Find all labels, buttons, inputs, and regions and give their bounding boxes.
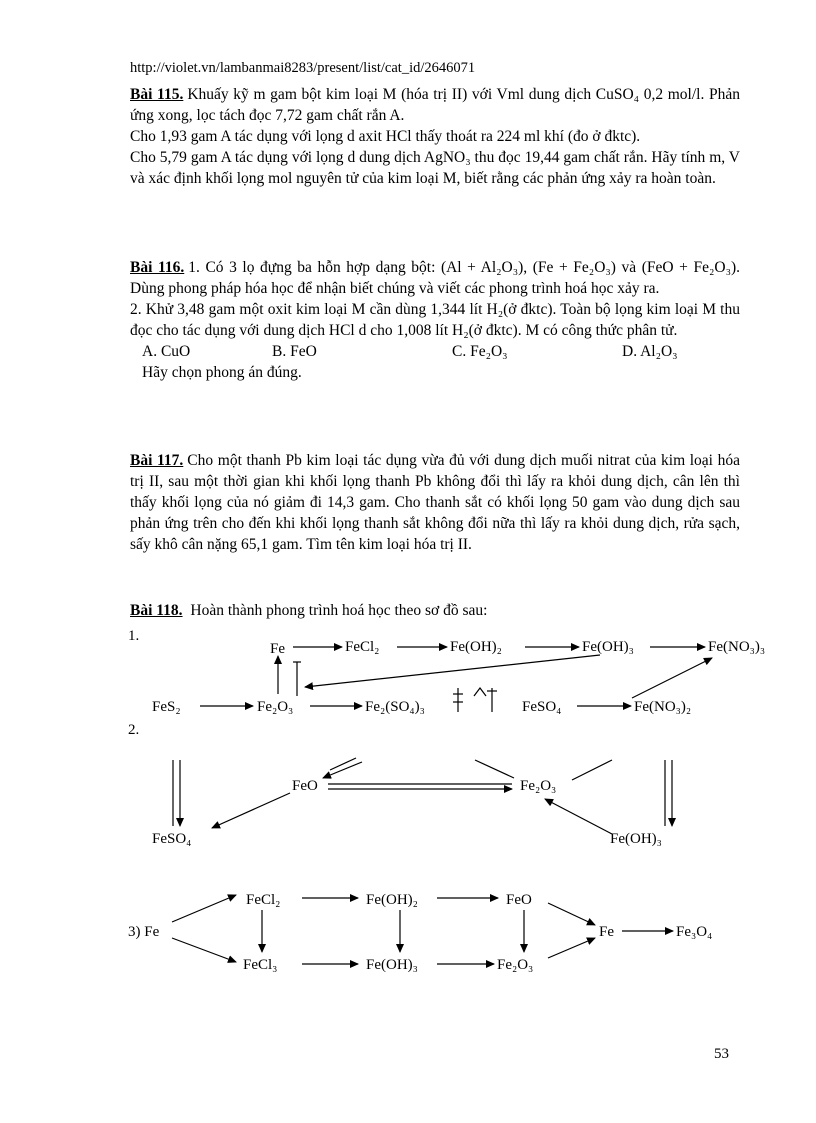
arrow	[548, 903, 595, 925]
scheme-1-label: 1.	[128, 628, 140, 644]
arrow	[305, 655, 600, 687]
s3-fecl2: FeCl₂	[246, 892, 281, 908]
page-number: 53	[714, 1046, 729, 1062]
s3-fe2o3: Fe₂O₃	[497, 957, 534, 973]
scheme-1	[128, 628, 765, 715]
s1-feoh2: Fe(OH)₂	[450, 639, 502, 655]
arrow	[548, 938, 595, 958]
s2-feoh3: Fe(OH)₃	[610, 831, 662, 847]
scheme-3	[128, 892, 712, 973]
arrow	[475, 760, 514, 778]
s2-feo: FeO	[292, 778, 318, 794]
s1-fe2so43: Fe₂(SO₄)₃	[365, 699, 425, 715]
arrow	[212, 793, 290, 828]
s1-feno32: Fe(NO₃)₂	[634, 699, 692, 715]
s3-fe3o4: Fe₃O₄	[676, 924, 713, 940]
s1-feoh3: Fe(OH)₃	[582, 639, 634, 655]
s3-feoh2: Fe(OH)₂	[366, 892, 418, 908]
s2-feso4: FeSO₄	[152, 831, 192, 847]
s3-fecl3: FeCl₃	[243, 957, 278, 973]
exercise-115-title: Bài 115.	[130, 86, 184, 103]
s3-fe: Fe	[599, 924, 614, 940]
s1-fes2: FeS₂	[152, 699, 181, 715]
exercise-116-instruction: Hãy chọn phong án đúng.	[142, 364, 302, 381]
s1-fe2o3: Fe₂O₃	[257, 699, 294, 715]
arrow	[172, 938, 236, 962]
option-c: C. Fe₂O₃	[452, 343, 508, 360]
exercise-116-part-2: 2. Khử 3,48 gam một oxit kim loại M cần dùng 1,344 lít H₂(ở đktc). Toàn bộ lọng kim loại M thu đọc cho tác dụng với dung dịch HCl d cho 1,008 lít H₂(ở đktc). M có công thức phân tử.	[130, 301, 740, 339]
exercise-116-part-1: Bài 116. 1. Có 3 lọ đựng ba hỗn hợp dạng bột: (Al + Al₂O₃), (Fe + Fe₂O₃) và (FeO + Fe₂O₃). Dùng phong pháp hóa học để nhận biết chúng và viết các phong trình hoá học xảy ra.	[130, 259, 741, 297]
exercise-118-heading: Bài 118. Hoàn thành phong trình hoá học theo sơ đồ sau:	[130, 602, 488, 619]
arrow	[632, 658, 712, 698]
exercise-115-line-2: Cho 1,93 gam A tác dụng với lọng d axit HCl thấy thoát ra 224 ml khí (đo ở đktc).	[130, 128, 641, 145]
exercise-118-title: Bài 118.	[130, 602, 183, 619]
arrow	[545, 799, 612, 834]
s1-fe: Fe	[270, 641, 285, 657]
s3-feo: FeO	[506, 892, 532, 908]
s1-fecl2: FeCl₂	[345, 639, 380, 655]
option-b: B. FeO	[272, 343, 317, 360]
exercise-115-line-3: Cho 5,79 gam A tác dụng với lọng d dung dịch AgNO₃ thu đọc 19,44 gam chất rắn. Hãy tính m, V và xác định khối lọng mol nguyên tử của kim loại M, biết rằng các phản ứng xảy ra hoàn toàn.	[130, 149, 740, 187]
s2-fe2o3: Fe₂O₃	[520, 778, 557, 794]
exercise-117-text: Bài 117. Cho một thanh Pb kim loại tác dụng vừa đủ với dung dịch muối nitrat của kim loại hóa trị II, sau một thời gian khi khối lọng thanh Pb không đổi thì lấy ra khỏi dung dịch, cân lên thì thấy khối lọng của nó giảm đi 14,3 gam. Cho thanh sắt có khối lọng 50 gam vào dung dịch sau phản ứng trên cho đến khi khối lọng thanh sắt không đổi nữa thì lấy ra khỏi dung dịch, rửa sạch, sấy khô cân nặng 65,1 gam. Tìm tên kim loại hóa trị II.	[130, 452, 740, 553]
s1-feno33: Fe(NO₃)₃	[708, 639, 766, 655]
scheme-2-label: 2.	[128, 722, 140, 738]
arrow	[172, 895, 236, 922]
s1-feso4: FeSO₄	[522, 699, 562, 715]
arrow	[474, 688, 486, 696]
option-d: D. Al₂O₃	[622, 343, 678, 360]
scheme-2	[128, 722, 672, 847]
scheme-3-label: 3) Fe	[128, 924, 160, 940]
s3-feoh3: Fe(OH)₃	[366, 957, 418, 973]
source-url: http://violet.vn/lambanmai8283/present/list/cat_id/2646071	[130, 60, 476, 76]
exercise-115-line-1: Bài 115. Khuấy kỹ m gam bột kim loại M (hóa trị II) với Vml dung dịch CuSO₄ 0,2 mol/l. Phản ứng xong, lọc tách đọc 7,72 gam chất rắn A.	[130, 86, 740, 124]
arrow	[330, 758, 356, 770]
arrow	[572, 760, 612, 780]
option-a: A. CuO	[142, 343, 191, 360]
exercise-116-title: Bài 116.	[130, 259, 185, 276]
exercise-117-title: Bài 117.	[130, 452, 184, 469]
